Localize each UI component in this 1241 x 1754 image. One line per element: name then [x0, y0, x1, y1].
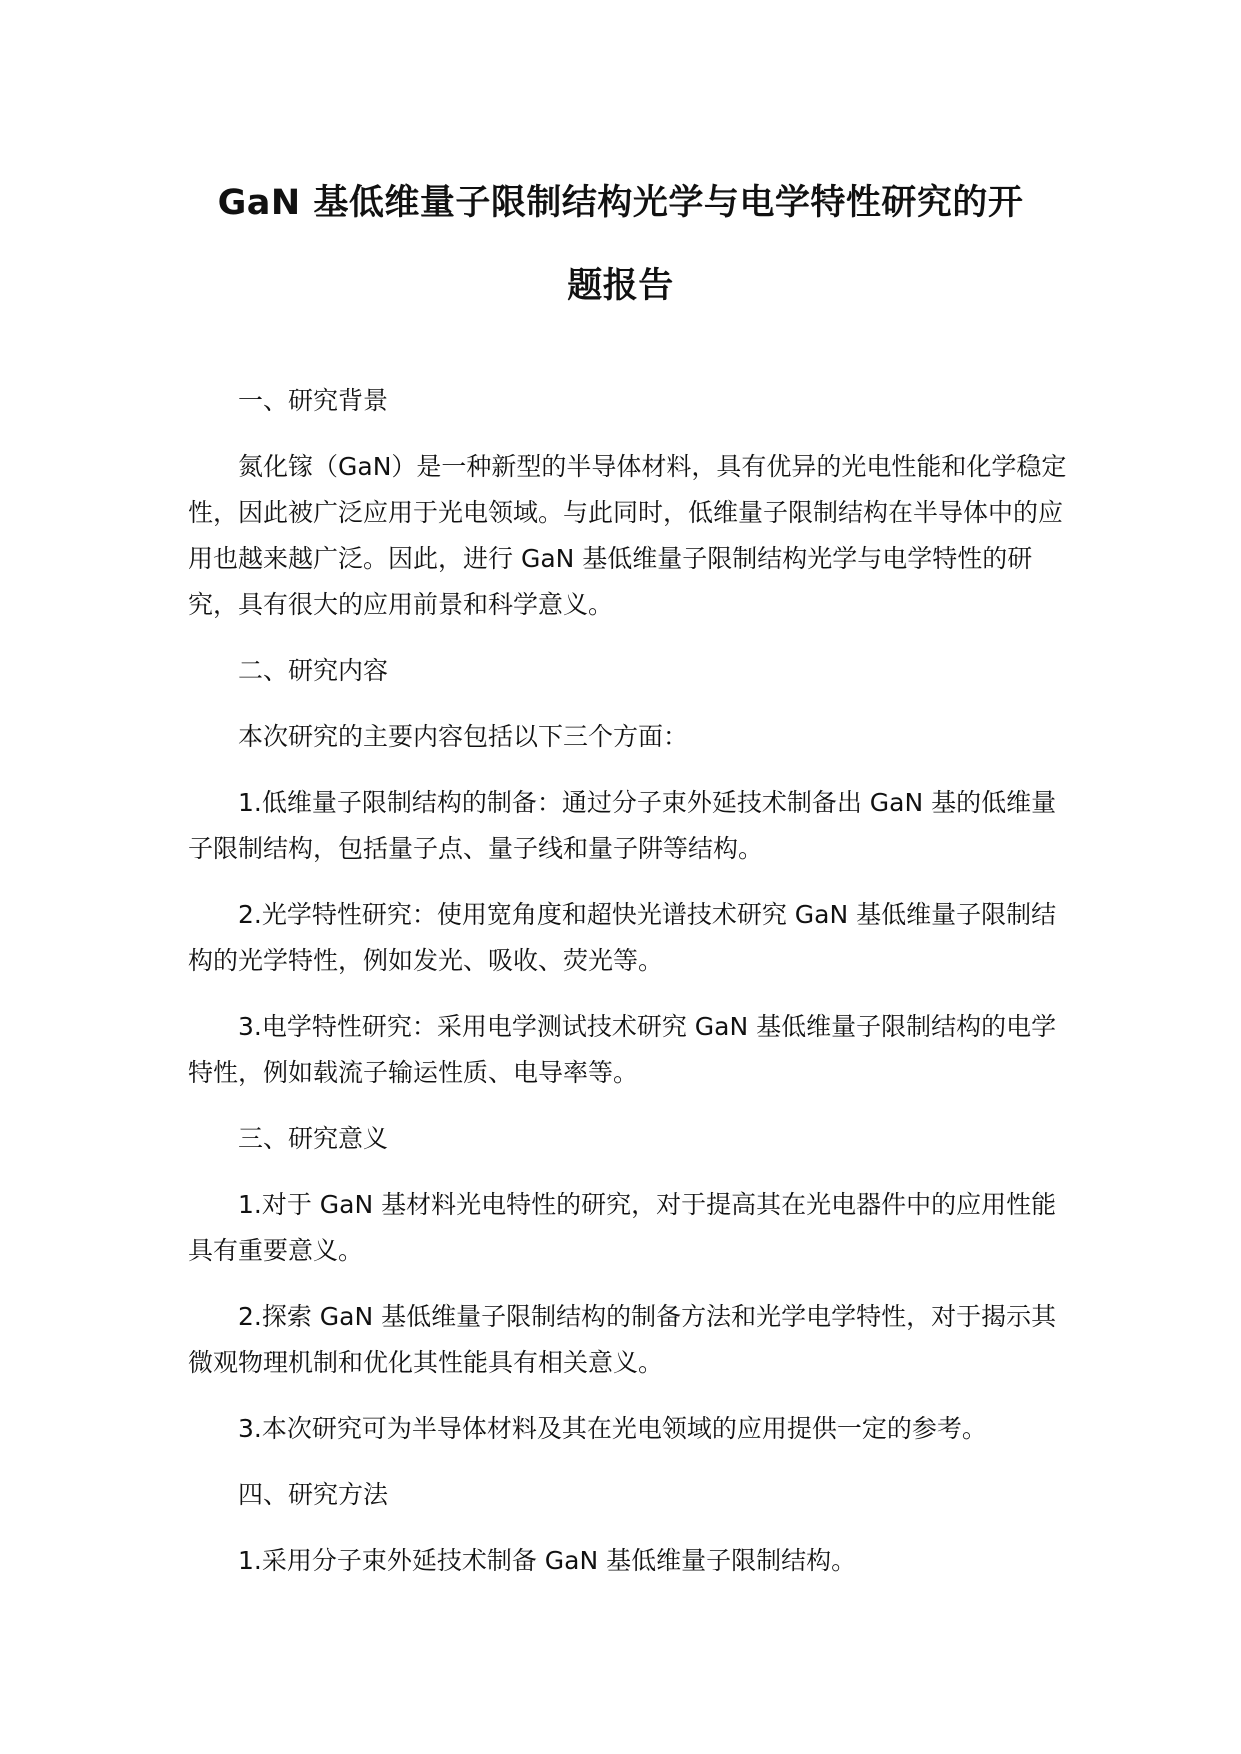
- content-item-1: 1.低维量子限制结构的制备：通过分子束外延技术制备出 GaN 基的低维量子限制结构，包括量子点、量子线和量子阱等结构。: [188, 788, 1057, 863]
- significance-item-2: 2.探索 GaN 基低维量子限制结构的制备方法和光学电学特性，对于揭示其微观物理机制和优化其性能具有相关意义。: [188, 1302, 1057, 1377]
- methods-item-1: 1.采用分子束外延技术制备 GaN 基低维量子限制结构。: [238, 1546, 857, 1575]
- document-title-line-2: 题报告: [567, 266, 674, 306]
- document-title-line-1: GaN 基低维量子限制结构光学与电学特性研究的开: [217, 183, 1024, 223]
- significance-item-1: 1.对于 GaN 基材料光电特性的研究，对于提高其在光电器件中的应用性能具有重要意义。: [188, 1190, 1057, 1265]
- background-paragraph: 氮化镓（GaN）是一种新型的半导体材料，具有优异的光电性能和化学稳定性，因此被广泛应用于光电领域。与此同时，低维量子限制结构在半导体中的应用也越来越广泛。因此，进行 GaN 基低维量子限制结构光学与电学特性的研究，具有很大的应用前景和科学意义。: [188, 452, 1067, 619]
- section-heading-methods: 四、研究方法: [238, 1480, 389, 1509]
- section-heading-significance: 三、研究意义: [238, 1124, 389, 1153]
- section-heading-content: 二、研究内容: [238, 656, 389, 685]
- section-heading-background: 一、研究背景: [238, 386, 389, 415]
- significance-item-3: 3.本次研究可为半导体材料及其在光电领域的应用提供一定的参考。: [238, 1414, 987, 1443]
- document-body: [188, 378, 1068, 1584]
- content-item-3: 3.电学特性研究：采用电学测试技术研究 GaN 基低维量子限制结构的电学特性，例如载流子输运性质、电导率等。: [188, 1012, 1057, 1087]
- content-item-2: 2.光学特性研究：使用宽角度和超快光谱技术研究 GaN 基低维量子限制结构的光学特性，例如发光、吸收、荧光等。: [188, 900, 1057, 975]
- content-intro: 本次研究的主要内容包括以下三个方面：: [238, 722, 689, 751]
